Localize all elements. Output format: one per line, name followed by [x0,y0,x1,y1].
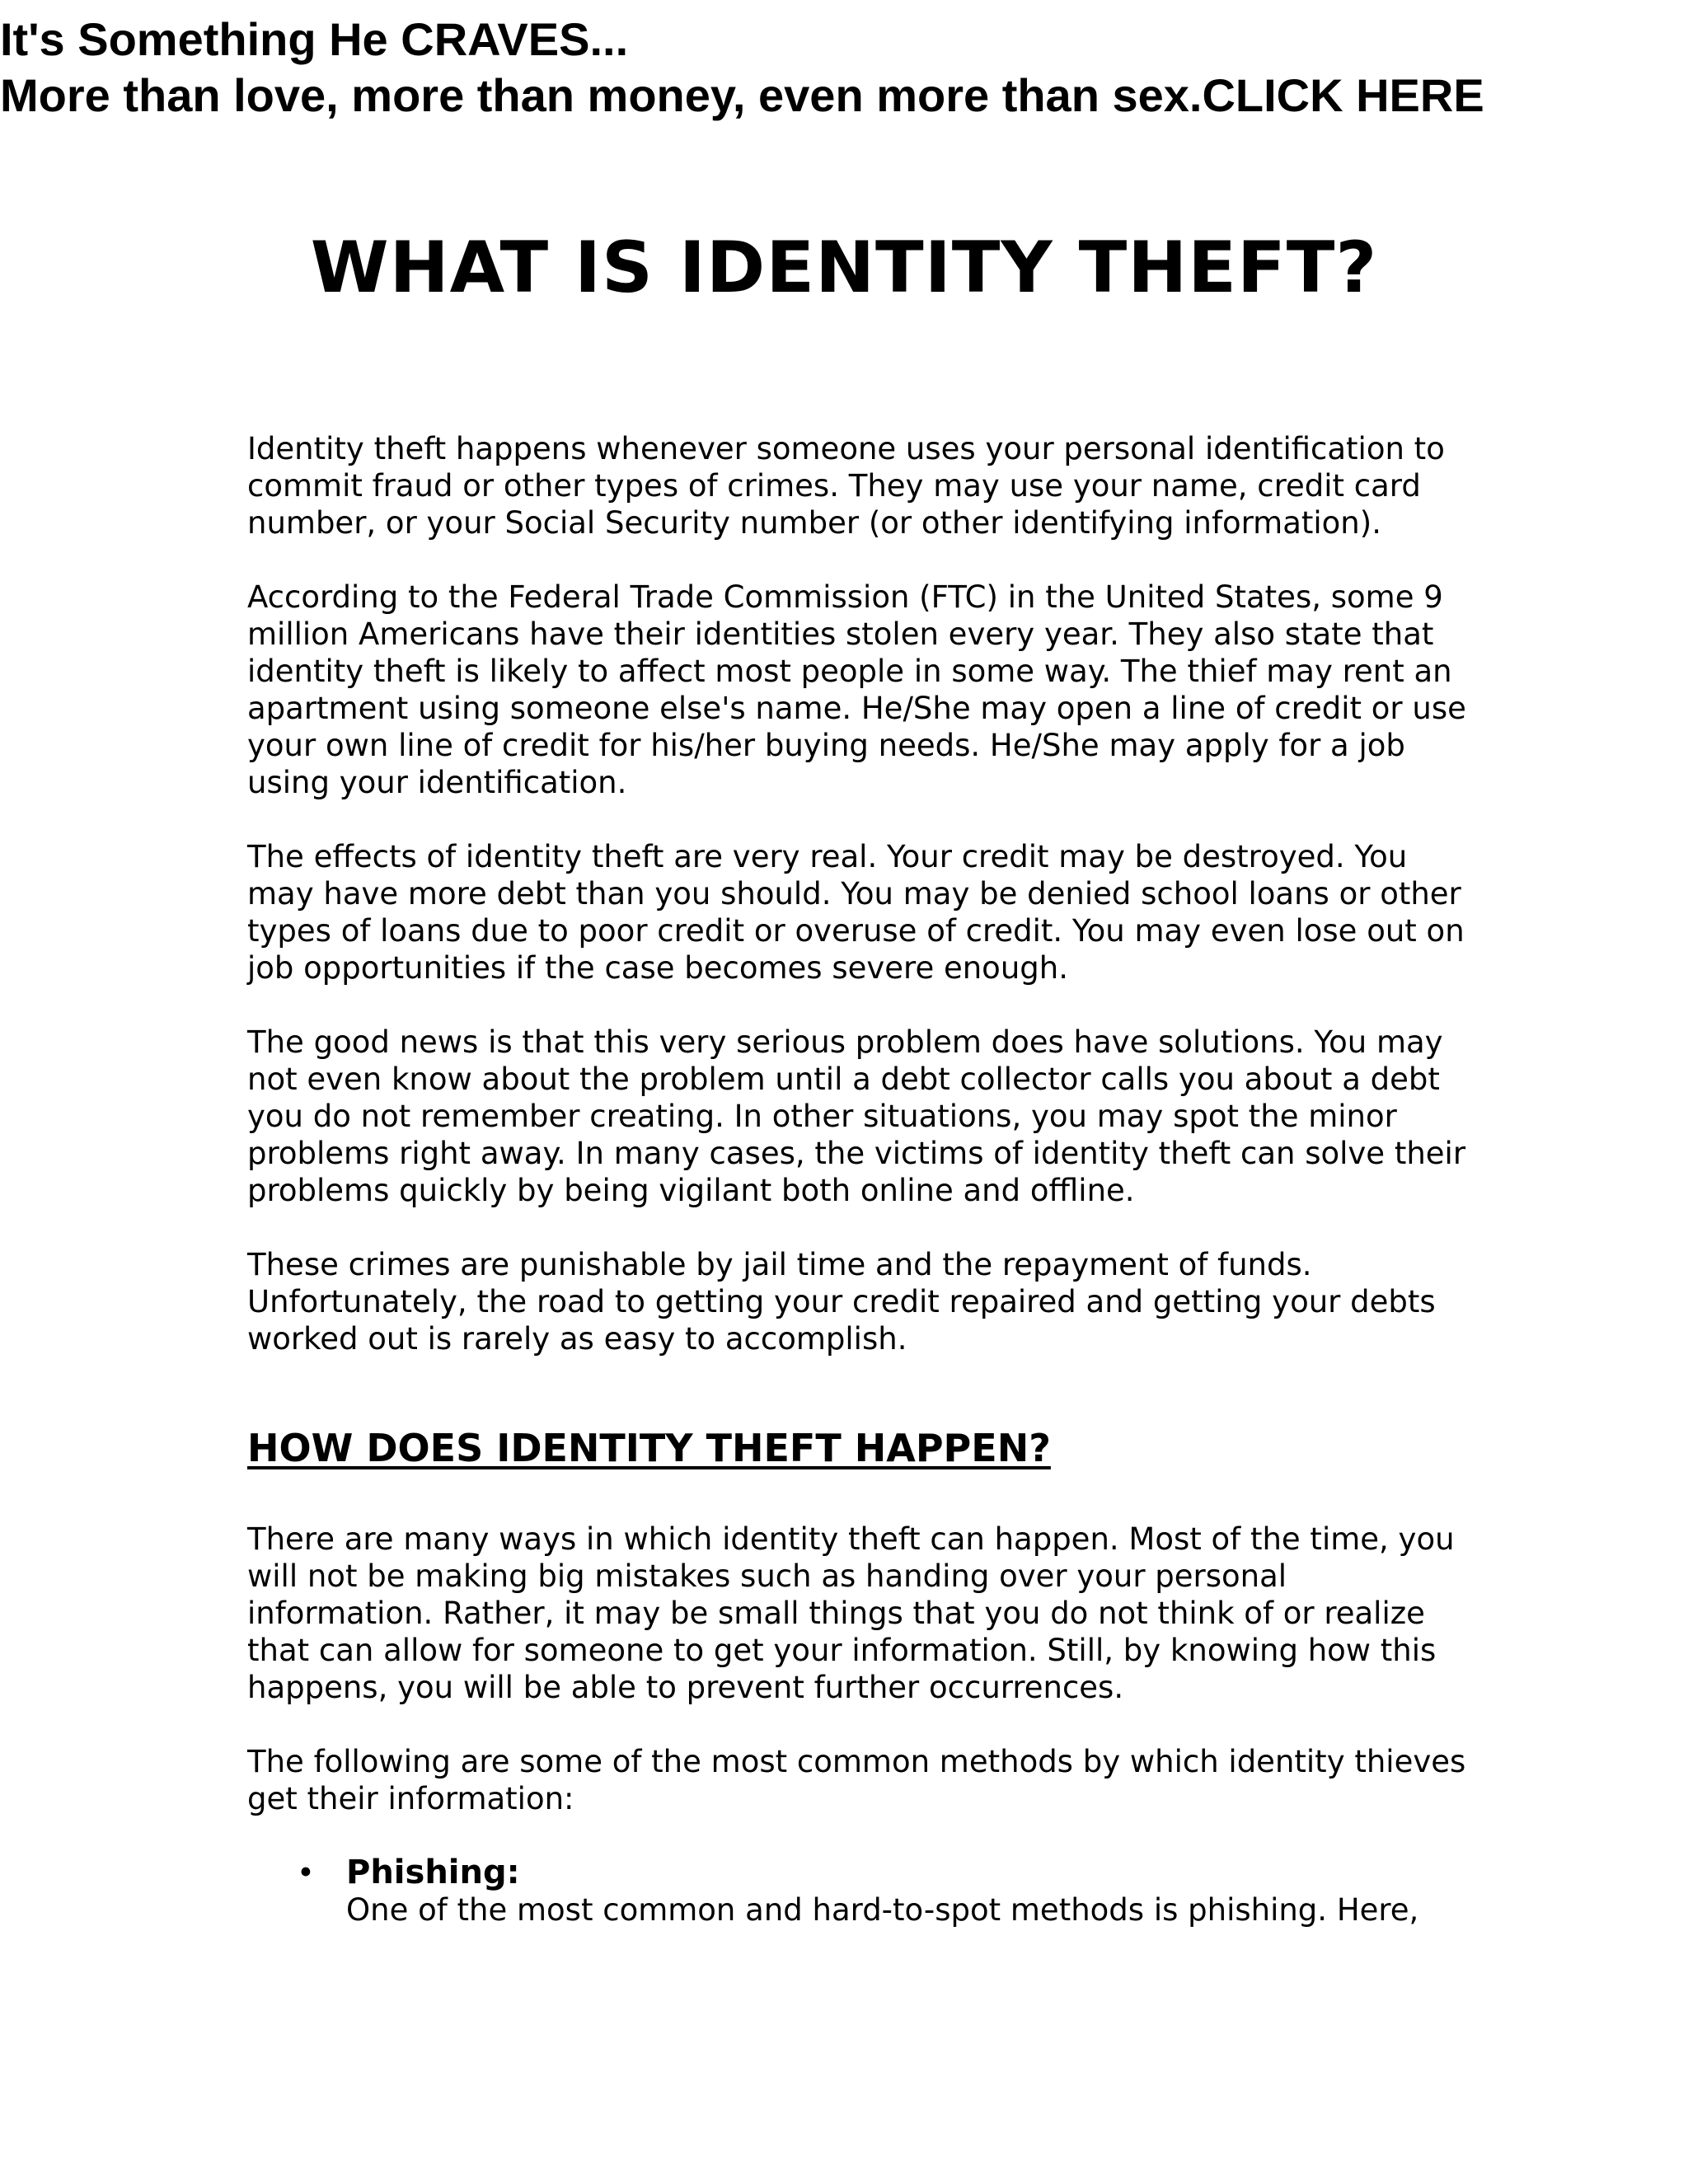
click-here-link[interactable]: CLICK HERE [1202,69,1484,121]
intro-paragraph-1: Identity theft happens whenever someone uses your personal identification to commit fraud or other types of crimes. They may use your name, credit card number, or your Social Security number (or other identifying information). [247,431,1445,541]
promo-headline: It's Something He CRAVES... [0,13,629,65]
document-title: WHAT IS IDENTITY THEFT? [310,227,1378,309]
method-description: One of the most common and hard-to-spot methods is phishing. Here, [346,1892,1419,1928]
document-body [247,430,1467,1929]
section-heading: HOW DOES IDENTITY THEFT HAPPEN? [247,1426,1051,1470]
list-item [247,1854,1467,1929]
promo-banner [0,12,1688,124]
bullet-icon: • [297,1855,315,1891]
methods-list [247,1854,1467,1929]
section-paragraph-2: The following are some of the most common methods by which identity thieves get their information: [247,1744,1466,1816]
section-paragraph-1: There are many ways in which identity theft can happen. Most of the time, you will not be making big mistakes such as handing over your personal information. Rather, it may be small things that you do not think of or realize that can allow for someone to get your information. Still, by knowing how this happens, you will be able to prevent further occurrences. [247,1521,1455,1705]
method-name: Phishing: [346,1854,520,1891]
intro-paragraph-3: The effects of identity theft are very real. Your credit may be destroyed. You may have more debt than you should. You may be denied school loans or other types of loans due to poor credit or overuse of credit. You may even lose out on job opportunities if the case becomes severe enough. [247,839,1465,986]
intro-paragraph-5: These crimes are punishable by jail time and the repayment of funds. Unfortunately, the road to getting your credit repaired and getting your debts worked out is rarely as easy to accomplish. [247,1247,1436,1357]
intro-paragraph-2: According to the Federal Trade Commission (FTC) in the United States, some 9 million Americans have their identities stolen every year. They also state that identity theft is likely to affect most people in some way. The thief may rent an apartment using someone else's name. He/She may open a line of credit or use your own line of credit for his/her buying needs. He/She may apply for a job using your identification. [247,579,1466,800]
intro-paragraph-4: The good news is that this very serious problem does have solutions. You may not even know about the problem until a debt collector calls you about a debt you do not remember creating. In other situations, you may spot the minor problems right away. In many cases, the victims of identity theft can solve their problems quickly by being vigilant both online and offline. [247,1024,1466,1208]
promo-subline-text: More than love, more than money, even more than sex. [0,69,1203,121]
promo-subline [0,68,1688,124]
